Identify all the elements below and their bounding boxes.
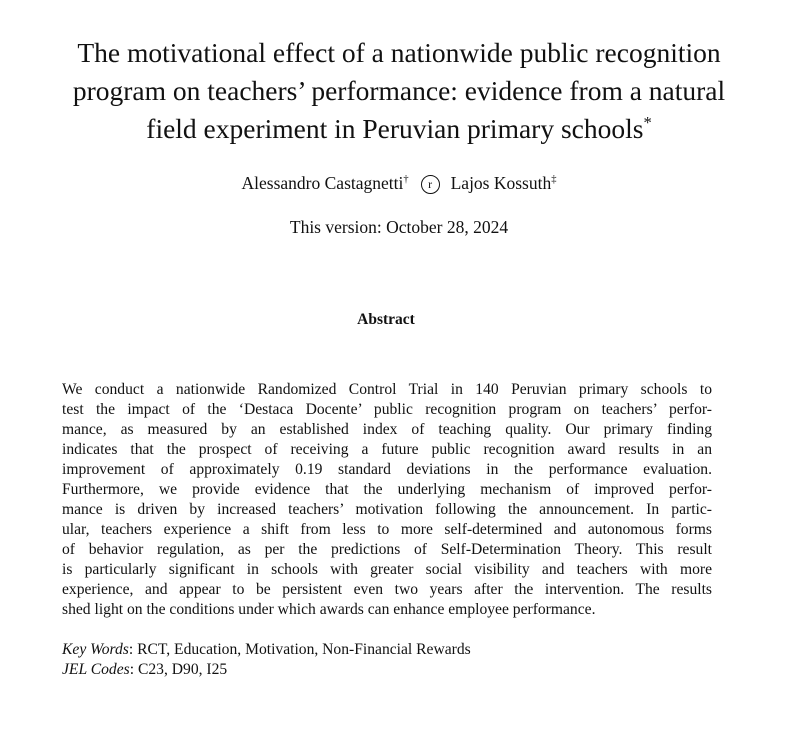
author-first — [242, 173, 409, 193]
abstract-line: improvement of approximately 0.19 standard deviations in the performance evaluation. — [62, 461, 712, 478]
author-second — [451, 173, 557, 193]
keywords-block — [62, 640, 712, 680]
abstract-heading: Abstract — [357, 311, 415, 328]
jel-codes-value: : C23, D90, I25 — [129, 661, 228, 678]
title-line-3 — [20, 110, 778, 148]
key-words-label: Key Words — [62, 641, 129, 658]
abstract-line: mance, as measured by an established index of teaching quality. Our primary finding — [62, 421, 712, 438]
abstract-line: mance is driven by increased teachers’ motivation following the announcement. In partic- — [62, 501, 712, 518]
key-words-value: : RCT, Education, Motivation, Non-Financial Rewards — [128, 641, 471, 658]
paper-title — [20, 34, 778, 148]
title-line-1: The motivational effect of a nationwide public recognition — [77, 37, 721, 68]
author-second-footnote-mark: ‡ — [551, 174, 557, 186]
author-first-name: Alessandro Castagnetti — [241, 173, 404, 193]
version-date: This version: October 28, 2024 — [289, 217, 509, 237]
abstract-line: of behavior regulation, as per the predictions of Self-Determination Theory. This result — [62, 541, 712, 558]
abstract-line: indicates that the prospect of receiving a future public recognition award results in an — [62, 441, 712, 458]
abstract-line: shed light on the conditions under which awards can enhance employee performance. — [62, 601, 596, 618]
title-line-3-text: field experiment in Peruvian primary schools — [146, 113, 644, 144]
abstract-line: is particularly significant in schools with greater social visibility and teachers with more — [62, 561, 712, 578]
author-list — [0, 172, 798, 194]
title-footnote-mark: * — [643, 112, 652, 132]
abstract-line: experience, and appear to be persistent even two years after the intervention. The results — [62, 581, 712, 598]
abstract-line: Furthermore, we provide evidence that the underlying mechanism of improved perfor- — [62, 481, 712, 498]
author-first-footnote-mark: † — [403, 174, 409, 186]
random-order-circle-r-icon: r — [421, 175, 440, 194]
abstract-line: test the impact of the ‘Destaca Docente’ public recognition program on teachers’ perfor- — [62, 401, 712, 418]
author-second-name: Lajos Kossuth — [450, 173, 552, 193]
abstract-body — [62, 380, 712, 620]
jel-codes-label: JEL Codes — [62, 661, 130, 678]
abstract-line: ular, teachers experience a shift from less to more self-determined and autonomous forms — [62, 521, 712, 538]
key-words-row — [62, 640, 712, 660]
abstract-line: We conduct a nationwide Randomized Control Trial in 140 Peruvian primary schools to — [62, 381, 712, 398]
jel-codes-row — [62, 660, 712, 680]
title-line-2: program on teachers’ performance: evidence from a natural — [72, 75, 726, 106]
